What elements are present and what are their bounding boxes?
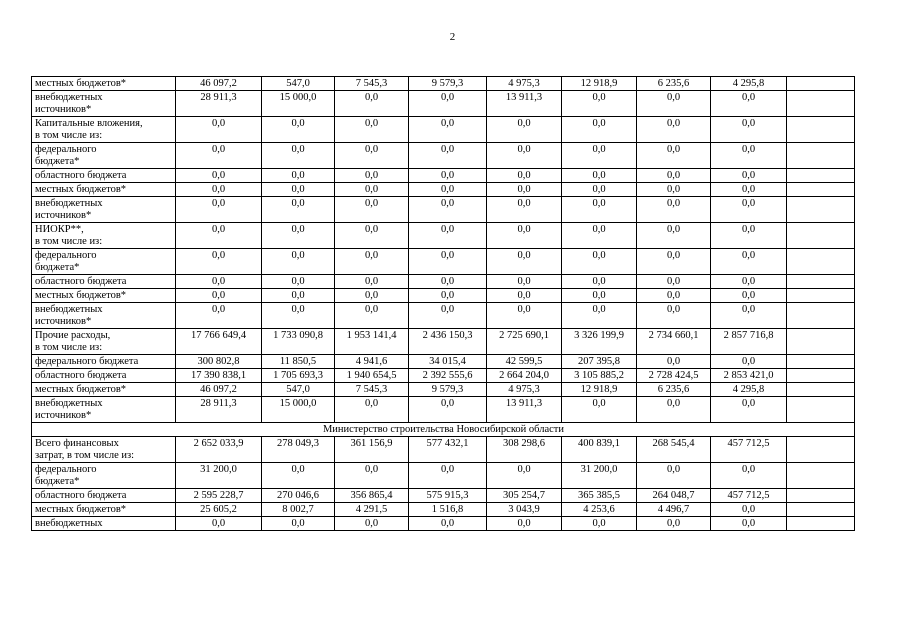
- value-cell: 0,0: [262, 223, 335, 249]
- table-row: [32, 355, 855, 369]
- table-row: [32, 289, 855, 303]
- section-row: [32, 423, 855, 437]
- value-cell: 34 015,4: [409, 355, 487, 369]
- empty-cell: [787, 355, 855, 369]
- value-cell: 4 941,6: [335, 355, 409, 369]
- value-cell: 577 432,1: [409, 437, 487, 463]
- value-cell: 0,0: [262, 117, 335, 143]
- value-cell: 0,0: [335, 169, 409, 183]
- value-cell: 547,0: [262, 383, 335, 397]
- value-cell: 0,0: [409, 169, 487, 183]
- value-cell: 0,0: [176, 143, 262, 169]
- row-label-line: в том числе из:: [35, 130, 103, 141]
- table-row: [32, 249, 855, 275]
- value-cell: 15 000,0: [262, 91, 335, 117]
- value-cell: 7 545,3: [335, 383, 409, 397]
- value-cell: 25 605,2: [176, 503, 262, 517]
- row-label: [32, 289, 176, 303]
- value-cell: 2 725 690,1: [487, 329, 562, 355]
- value-cell: 0,0: [335, 117, 409, 143]
- empty-cell: [787, 77, 855, 91]
- value-cell: 0,0: [262, 463, 335, 489]
- empty-cell: [787, 197, 855, 223]
- value-cell: 4 975,3: [487, 383, 562, 397]
- value-cell: 0,0: [711, 503, 787, 517]
- value-cell: 0,0: [409, 463, 487, 489]
- value-cell: 1 940 654,5: [335, 369, 409, 383]
- value-cell: 0,0: [637, 223, 711, 249]
- value-cell: 0,0: [262, 275, 335, 289]
- value-cell: 0,0: [711, 183, 787, 197]
- value-cell: 4 295,8: [711, 383, 787, 397]
- table-row: [32, 143, 855, 169]
- value-cell: 0,0: [487, 117, 562, 143]
- row-label-line: бюджета*: [35, 262, 80, 273]
- row-label-line: бюджета*: [35, 476, 80, 487]
- value-cell: 0,0: [637, 169, 711, 183]
- value-cell: 0,0: [409, 397, 487, 423]
- value-cell: 0,0: [711, 275, 787, 289]
- value-cell: 3 043,9: [487, 503, 562, 517]
- row-label-line: областного бюджета: [35, 370, 127, 381]
- section-title: Министерство строительства Новосибирской области: [32, 423, 855, 437]
- value-cell: 8 002,7: [262, 503, 335, 517]
- value-cell: 0,0: [487, 303, 562, 329]
- value-cell: 400 839,1: [562, 437, 637, 463]
- value-cell: 0,0: [711, 117, 787, 143]
- value-cell: 0,0: [335, 303, 409, 329]
- value-cell: 0,0: [711, 303, 787, 329]
- table-row: [32, 169, 855, 183]
- value-cell: 0,0: [335, 249, 409, 275]
- empty-cell: [787, 249, 855, 275]
- value-cell: 12 918,9: [562, 77, 637, 91]
- value-cell: 0,0: [711, 397, 787, 423]
- value-cell: 0,0: [637, 197, 711, 223]
- value-cell: 0,0: [409, 183, 487, 197]
- value-cell: 0,0: [487, 275, 562, 289]
- row-label: [32, 383, 176, 397]
- row-label-line: местных бюджетов*: [35, 78, 127, 89]
- value-cell: 28 911,3: [176, 91, 262, 117]
- value-cell: 2 595 228,7: [176, 489, 262, 503]
- value-cell: 0,0: [409, 91, 487, 117]
- value-cell: 2 734 660,1: [637, 329, 711, 355]
- value-cell: 1 953 141,4: [335, 329, 409, 355]
- empty-cell: [787, 463, 855, 489]
- empty-cell: [787, 503, 855, 517]
- value-cell: 278 049,3: [262, 437, 335, 463]
- row-label-line: местных бюджетов*: [35, 184, 127, 195]
- empty-cell: [787, 437, 855, 463]
- value-cell: 365 385,5: [562, 489, 637, 503]
- row-label: [32, 397, 176, 423]
- value-cell: 13 911,3: [487, 397, 562, 423]
- table-row: [32, 117, 855, 143]
- finance-table: [31, 76, 855, 531]
- row-label-line: областного бюджета: [35, 170, 127, 181]
- row-label-line: Прочие расходы,: [35, 330, 111, 341]
- value-cell: 457 712,5: [711, 437, 787, 463]
- row-label-line: источников*: [35, 210, 92, 221]
- table-row: [32, 489, 855, 503]
- value-cell: 356 865,4: [335, 489, 409, 503]
- value-cell: 4 496,7: [637, 503, 711, 517]
- value-cell: 2 664 204,0: [487, 369, 562, 383]
- empty-cell: [787, 383, 855, 397]
- value-cell: 0,0: [335, 223, 409, 249]
- value-cell: 0,0: [562, 91, 637, 117]
- row-label: [32, 355, 176, 369]
- row-label-line: Всего финансовых: [35, 438, 119, 449]
- value-cell: 0,0: [487, 183, 562, 197]
- value-cell: 0,0: [409, 303, 487, 329]
- row-label-line: внебюджетных: [35, 304, 103, 315]
- value-cell: 0,0: [637, 117, 711, 143]
- empty-cell: [787, 517, 855, 531]
- table-row: [32, 383, 855, 397]
- value-cell: 46 097,2: [176, 77, 262, 91]
- value-cell: 0,0: [487, 463, 562, 489]
- value-cell: 0,0: [262, 303, 335, 329]
- value-cell: 17 390 838,1: [176, 369, 262, 383]
- empty-cell: [787, 117, 855, 143]
- value-cell: 0,0: [637, 143, 711, 169]
- row-label-line: Капитальные вложения,: [35, 118, 143, 129]
- row-label: [32, 91, 176, 117]
- value-cell: 0,0: [176, 183, 262, 197]
- value-cell: 0,0: [487, 169, 562, 183]
- value-cell: 0,0: [176, 517, 262, 531]
- table-row: [32, 275, 855, 289]
- value-cell: 0,0: [262, 289, 335, 303]
- row-label: [32, 503, 176, 517]
- value-cell: 0,0: [335, 197, 409, 223]
- value-cell: 0,0: [335, 183, 409, 197]
- value-cell: 0,0: [637, 355, 711, 369]
- value-cell: 46 097,2: [176, 383, 262, 397]
- row-label: [32, 143, 176, 169]
- value-cell: 0,0: [487, 223, 562, 249]
- row-label: [32, 517, 176, 531]
- row-label-line: внебюджетных: [35, 92, 103, 103]
- row-label-line: затрат, в том числе из:: [35, 450, 135, 461]
- row-label-line: источников*: [35, 410, 92, 421]
- value-cell: 0,0: [562, 249, 637, 275]
- value-cell: 0,0: [711, 517, 787, 531]
- value-cell: 0,0: [176, 223, 262, 249]
- empty-cell: [787, 289, 855, 303]
- row-label-line: федерального бюджета: [35, 356, 139, 367]
- value-cell: 0,0: [562, 169, 637, 183]
- value-cell: 0,0: [335, 517, 409, 531]
- value-cell: 0,0: [262, 143, 335, 169]
- value-cell: 0,0: [562, 289, 637, 303]
- value-cell: 361 156,9: [335, 437, 409, 463]
- row-label-line: бюджета*: [35, 156, 80, 167]
- table-row: [32, 77, 855, 91]
- value-cell: 3 326 199,9: [562, 329, 637, 355]
- value-cell: 264 048,7: [637, 489, 711, 503]
- value-cell: 0,0: [637, 289, 711, 303]
- value-cell: 0,0: [487, 289, 562, 303]
- value-cell: 31 200,0: [176, 463, 262, 489]
- value-cell: 0,0: [562, 117, 637, 143]
- value-cell: 42 599,5: [487, 355, 562, 369]
- value-cell: 0,0: [176, 197, 262, 223]
- value-cell: 0,0: [487, 249, 562, 275]
- row-label-line: внебюджетных: [35, 518, 103, 529]
- row-label: [32, 223, 176, 249]
- row-label-line: федерального: [35, 250, 97, 261]
- value-cell: 28 911,3: [176, 397, 262, 423]
- row-label: [32, 329, 176, 355]
- value-cell: 2 728 424,5: [637, 369, 711, 383]
- value-cell: 0,0: [262, 517, 335, 531]
- value-cell: 0,0: [335, 397, 409, 423]
- value-cell: 12 918,9: [562, 383, 637, 397]
- row-label: [32, 249, 176, 275]
- table-row: [32, 397, 855, 423]
- row-label: [32, 463, 176, 489]
- row-label: [32, 369, 176, 383]
- value-cell: 0,0: [637, 303, 711, 329]
- value-cell: 0,0: [637, 275, 711, 289]
- value-cell: 0,0: [335, 275, 409, 289]
- row-label: [32, 77, 176, 91]
- value-cell: 0,0: [409, 517, 487, 531]
- value-cell: 0,0: [487, 143, 562, 169]
- row-label: [32, 169, 176, 183]
- value-cell: 0,0: [637, 517, 711, 531]
- row-label-line: НИОКР**,: [35, 224, 84, 235]
- row-label: [32, 437, 176, 463]
- value-cell: 0,0: [562, 275, 637, 289]
- table-row: [32, 503, 855, 517]
- row-label-line: в том числе из:: [35, 342, 103, 353]
- value-cell: 0,0: [711, 249, 787, 275]
- value-cell: 0,0: [637, 397, 711, 423]
- value-cell: 0,0: [711, 169, 787, 183]
- value-cell: 0,0: [562, 197, 637, 223]
- value-cell: 0,0: [176, 117, 262, 143]
- value-cell: 0,0: [711, 91, 787, 117]
- value-cell: 0,0: [487, 197, 562, 223]
- empty-cell: [787, 397, 855, 423]
- value-cell: 31 200,0: [562, 463, 637, 489]
- value-cell: 0,0: [176, 303, 262, 329]
- row-label-line: федерального: [35, 464, 97, 475]
- value-cell: 0,0: [409, 249, 487, 275]
- row-label-line: местных бюджетов*: [35, 290, 127, 301]
- value-cell: 0,0: [637, 249, 711, 275]
- value-cell: 0,0: [711, 223, 787, 249]
- value-cell: 0,0: [487, 517, 562, 531]
- table-row: [32, 303, 855, 329]
- value-cell: 4 295,8: [711, 77, 787, 91]
- value-cell: 1 733 090,8: [262, 329, 335, 355]
- value-cell: 0,0: [637, 183, 711, 197]
- value-cell: 0,0: [335, 463, 409, 489]
- value-cell: 308 298,6: [487, 437, 562, 463]
- table-row: [32, 197, 855, 223]
- value-cell: 0,0: [409, 223, 487, 249]
- value-cell: 0,0: [637, 91, 711, 117]
- value-cell: 0,0: [335, 143, 409, 169]
- value-cell: 6 235,6: [637, 77, 711, 91]
- value-cell: 2 392 555,6: [409, 369, 487, 383]
- row-label-line: источников*: [35, 316, 92, 327]
- value-cell: 0,0: [176, 275, 262, 289]
- value-cell: 0,0: [562, 303, 637, 329]
- value-cell: 0,0: [562, 143, 637, 169]
- table-row: [32, 223, 855, 249]
- value-cell: 0,0: [262, 183, 335, 197]
- value-cell: 0,0: [637, 463, 711, 489]
- row-label-line: источников*: [35, 104, 92, 115]
- page-number: 2: [449, 31, 456, 43]
- value-cell: 2 652 033,9: [176, 437, 262, 463]
- value-cell: 0,0: [262, 197, 335, 223]
- empty-cell: [787, 169, 855, 183]
- value-cell: 4 253,6: [562, 503, 637, 517]
- row-label-line: внебюджетных: [35, 198, 103, 209]
- row-label-line: областного бюджета: [35, 490, 127, 501]
- row-label: [32, 303, 176, 329]
- row-label-line: областного бюджета: [35, 276, 127, 287]
- row-label: [32, 117, 176, 143]
- value-cell: 0,0: [711, 463, 787, 489]
- value-cell: 13 911,3: [487, 91, 562, 117]
- row-label-line: внебюджетных: [35, 398, 103, 409]
- value-cell: 457 712,5: [711, 489, 787, 503]
- empty-cell: [787, 91, 855, 117]
- empty-cell: [787, 143, 855, 169]
- row-label-line: местных бюджетов*: [35, 504, 127, 515]
- value-cell: 7 545,3: [335, 77, 409, 91]
- value-cell: 270 046,6: [262, 489, 335, 503]
- value-cell: 0,0: [711, 355, 787, 369]
- value-cell: 0,0: [262, 249, 335, 275]
- value-cell: 0,0: [409, 143, 487, 169]
- row-label: [32, 183, 176, 197]
- empty-cell: [787, 303, 855, 329]
- value-cell: 0,0: [711, 289, 787, 303]
- value-cell: 2 857 716,8: [711, 329, 787, 355]
- table-row: [32, 91, 855, 117]
- value-cell: 0,0: [409, 117, 487, 143]
- value-cell: 3 105 885,2: [562, 369, 637, 383]
- value-cell: 0,0: [335, 289, 409, 303]
- row-label: [32, 197, 176, 223]
- value-cell: 0,0: [262, 169, 335, 183]
- value-cell: 1 705 693,3: [262, 369, 335, 383]
- value-cell: 17 766 649,4: [176, 329, 262, 355]
- value-cell: 0,0: [562, 223, 637, 249]
- row-label-line: в том числе из:: [35, 236, 103, 247]
- value-cell: 0,0: [176, 249, 262, 275]
- value-cell: 9 579,3: [409, 77, 487, 91]
- value-cell: 0,0: [335, 91, 409, 117]
- empty-cell: [787, 275, 855, 289]
- value-cell: 0,0: [176, 169, 262, 183]
- value-cell: 0,0: [409, 275, 487, 289]
- empty-cell: [787, 329, 855, 355]
- value-cell: 0,0: [562, 183, 637, 197]
- value-cell: 305 254,7: [487, 489, 562, 503]
- value-cell: 575 915,3: [409, 489, 487, 503]
- value-cell: 0,0: [562, 517, 637, 531]
- value-cell: 300 802,8: [176, 355, 262, 369]
- table-row: [32, 437, 855, 463]
- value-cell: 0,0: [711, 143, 787, 169]
- value-cell: 268 545,4: [637, 437, 711, 463]
- row-label: [32, 489, 176, 503]
- empty-cell: [787, 369, 855, 383]
- table-row: [32, 329, 855, 355]
- value-cell: 0,0: [176, 289, 262, 303]
- value-cell: 15 000,0: [262, 397, 335, 423]
- value-cell: 0,0: [711, 197, 787, 223]
- value-cell: 2 853 421,0: [711, 369, 787, 383]
- row-label: [32, 275, 176, 289]
- value-cell: 4 975,3: [487, 77, 562, 91]
- empty-cell: [787, 183, 855, 197]
- value-cell: 547,0: [262, 77, 335, 91]
- value-cell: 11 850,5: [262, 355, 335, 369]
- value-cell: 0,0: [562, 397, 637, 423]
- table-row: [32, 463, 855, 489]
- table-row: [32, 183, 855, 197]
- value-cell: 207 395,8: [562, 355, 637, 369]
- table-row: [32, 517, 855, 531]
- value-cell: 0,0: [409, 289, 487, 303]
- empty-cell: [787, 223, 855, 249]
- row-label-line: местных бюджетов*: [35, 384, 127, 395]
- value-cell: 4 291,5: [335, 503, 409, 517]
- value-cell: 9 579,3: [409, 383, 487, 397]
- value-cell: 1 516,8: [409, 503, 487, 517]
- value-cell: 2 436 150,3: [409, 329, 487, 355]
- empty-cell: [787, 489, 855, 503]
- table-row: [32, 369, 855, 383]
- value-cell: 0,0: [409, 197, 487, 223]
- value-cell: 6 235,6: [637, 383, 711, 397]
- row-label-line: федерального: [35, 144, 97, 155]
